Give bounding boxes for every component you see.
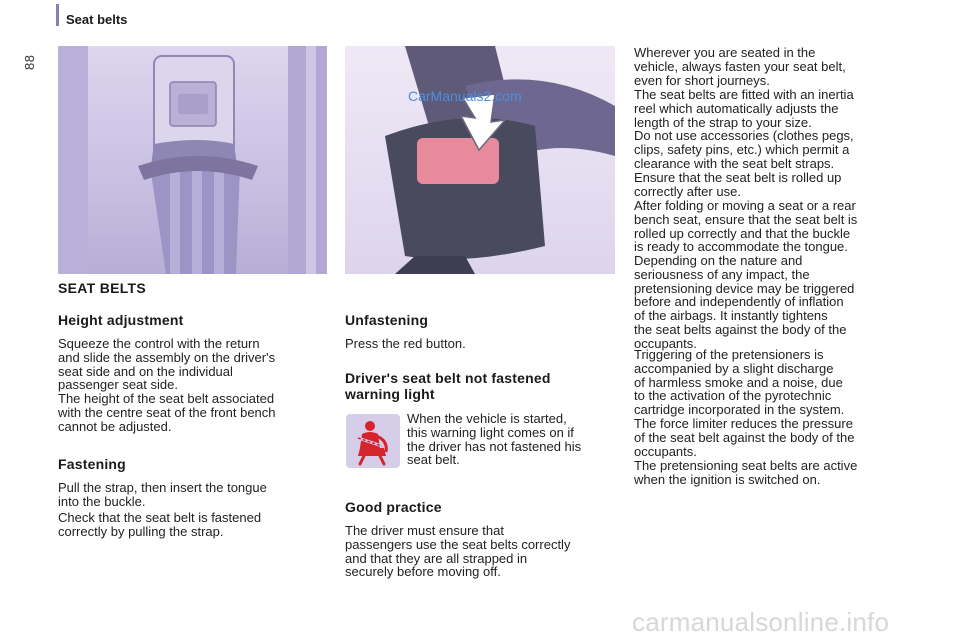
warning-light-heading: Driver's seat belt not fastened warning light	[345, 370, 551, 402]
unfastening-heading: Unfastening	[345, 312, 429, 328]
header-rule	[56, 4, 59, 26]
height-adjustment-text-2: The height of the seat belt associated with the centre seat of the front bench cannot be adjusted.	[58, 391, 276, 434]
seatbelt-warning-icon	[346, 414, 400, 468]
height-adjustment-heading: Height adjustment	[58, 312, 184, 328]
good-practice-text: The driver must ensure that passengers use the seat belts correctly and that they are all strapped in securely before moving off.	[345, 523, 571, 580]
warning-light-text: When the vehicle is started, this warning light comes on if the driver has not fastened his seat belt.	[407, 411, 582, 468]
fastening-heading: Fastening	[58, 456, 126, 472]
right-para-4: Ensure that the seat belt is rolled up correctly after use.	[634, 170, 842, 199]
right-para-6: Depending on the nature and seriousness of any impact, the pretensioning device may be triggered before and independently of inflation of the airbags. It instantly tightens the seat belts against the body of the occupants.	[634, 253, 855, 351]
right-para-2: The seat belts are fitted with an inertia reel which automatically adjusts the length of the strap to your size.	[634, 87, 854, 130]
section-title: Seat belts	[66, 12, 128, 27]
page-number: 88	[22, 54, 37, 70]
release-button-shape	[417, 138, 499, 184]
fastening-text-1: Pull the strap, then insert the tongue into the buckle.	[58, 480, 267, 509]
top-watermark: CarManuals2.com	[408, 88, 522, 104]
right-para-8: The force limiter reduces the pressure of the seat belt against the body of the occupants.	[634, 416, 855, 459]
height-adjustment-text-1: Squeeze the control with the return and slide the assembly on the driver's seat side and on the individual passenger seat side.	[58, 336, 276, 393]
unfastening-text: Press the red button.	[345, 336, 466, 351]
footer-watermark: carmanualsonline.info	[632, 607, 890, 637]
fastening-text-2: Check that the seat belt is fastened correctly by pulling the strap.	[58, 510, 262, 539]
right-para-3: Do not use accessories (clothes pegs, clips, safety pins, etc.) which permit a clearance with the seat belt straps.	[634, 128, 854, 171]
buckle-photo	[345, 46, 615, 274]
good-practice-heading: Good practice	[345, 499, 442, 515]
right-para-7: Triggering of the pretensioners is accompanied by a slight discharge of harmless smoke and a noise, due to the activation of the pyrotechnic cartridge incorporated in the system.	[634, 347, 845, 418]
right-para-5: After folding or moving a seat or a rear bench seat, ensure that the seat belt is rolled up correctly and that the buckle is ready to accommodate the tongue.	[634, 198, 858, 255]
height-adjustment-photo	[58, 46, 327, 274]
right-para-1: Wherever you are seated in the vehicle, always fasten your seat belt, even for short journeys.	[634, 45, 846, 88]
right-para-9: The pretensioning seat belts are active when the ignition is switched on.	[634, 458, 858, 487]
main-title: SEAT BELTS	[58, 280, 147, 296]
